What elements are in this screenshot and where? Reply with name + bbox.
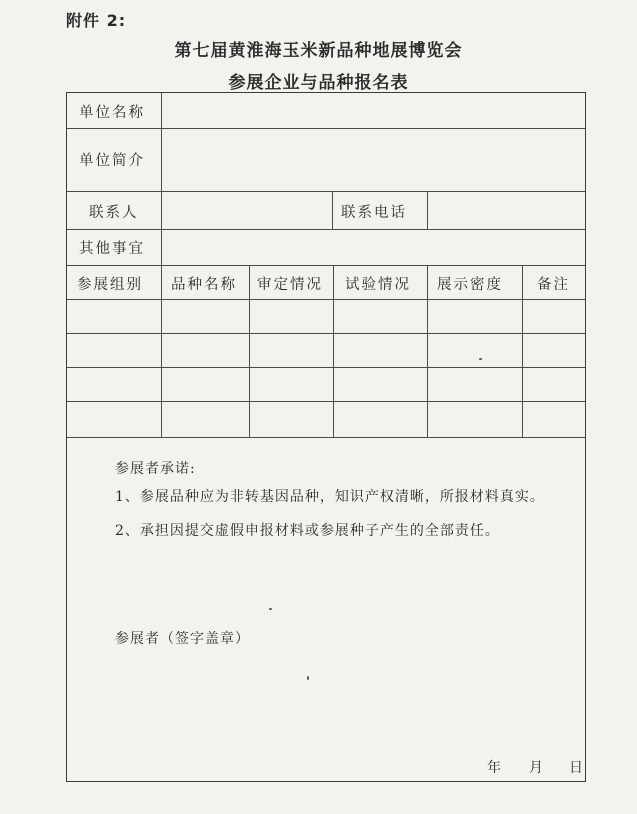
other-matters-label: 其他事宜 — [79, 241, 145, 257]
pledge-item: 2、承担因提交虚假申报材料或参展种子产生的全部责任。 — [115, 523, 500, 539]
pledge-title: 参展者承诺: — [115, 461, 196, 477]
scan-speck — [269, 608, 272, 610]
row-divider — [67, 401, 585, 402]
row-divider — [67, 229, 585, 230]
column-header: 审定情况 — [257, 277, 323, 293]
column-divider — [427, 191, 428, 229]
column-header: 试验情况 — [345, 277, 411, 293]
column-divider — [332, 191, 333, 229]
pledge-item: 1、参展品种应为非转基因品种，知识产权清晰，所报材料真实。 — [115, 489, 545, 505]
column-divider — [249, 265, 250, 437]
scan-speck — [307, 676, 309, 680]
row-divider — [67, 333, 585, 334]
unit-name-label: 单位名称 — [79, 105, 145, 121]
row-divider — [67, 128, 585, 129]
scan-speck — [479, 358, 482, 360]
row-divider — [67, 367, 585, 368]
column-divider — [333, 265, 334, 437]
contact-person-label: 联系人 — [89, 205, 139, 221]
registration-form — [66, 92, 586, 782]
column-header: 展示密度 — [437, 277, 503, 293]
unit-intro-label: 单位简介 — [79, 153, 145, 169]
row-divider — [67, 299, 585, 300]
column-divider — [161, 93, 162, 265]
contact-phone-label: 联系电话 — [341, 205, 407, 221]
column-divider — [522, 265, 523, 437]
column-header: 品种名称 — [171, 277, 237, 293]
page-subtitle: 参展企业与品种报名表 — [228, 73, 409, 93]
page-title: 第七届黄淮海玉米新品种地展博览会 — [174, 41, 463, 61]
row-divider — [67, 265, 585, 266]
date-day: 日 — [569, 760, 583, 776]
column-header: 参展组别 — [77, 277, 143, 293]
signer-label: 参展者（签字盖章） — [115, 631, 250, 647]
date-year: 年 — [487, 760, 501, 776]
attachment-label: 附件 2: — [66, 11, 127, 30]
column-divider — [427, 265, 428, 437]
date-month: 月 — [529, 760, 543, 776]
column-header: 备注 — [537, 277, 570, 293]
row-divider — [67, 437, 585, 438]
column-divider — [161, 265, 162, 437]
row-divider — [67, 191, 585, 192]
